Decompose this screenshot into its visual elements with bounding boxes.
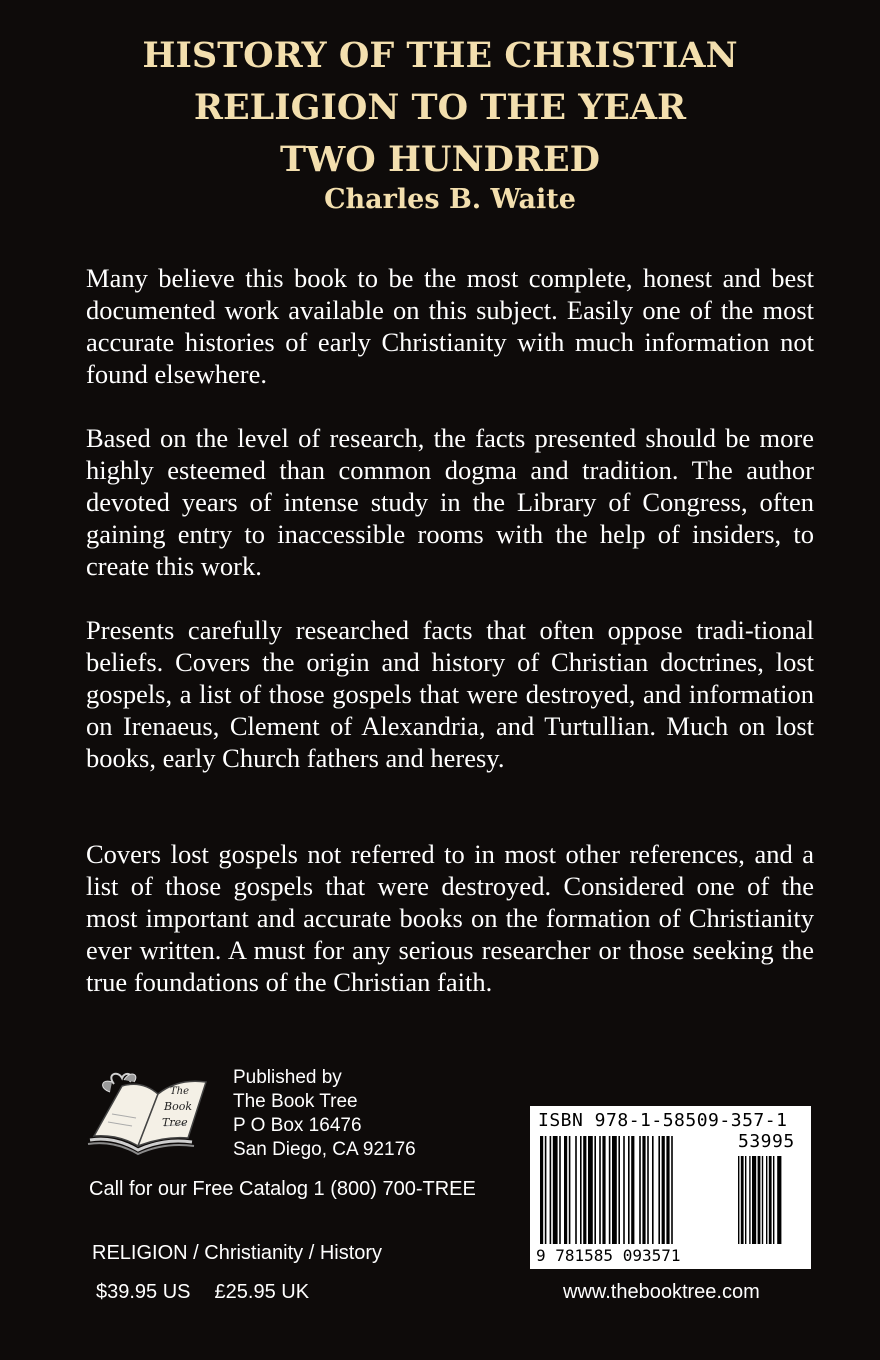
barcode-bar — [628, 1136, 630, 1244]
barcode-bar — [599, 1136, 601, 1244]
barcode-bar — [564, 1136, 567, 1244]
barcode-bar — [623, 1136, 625, 1244]
barcode-bar — [550, 1136, 552, 1244]
barcode-price-code: 53995 — [738, 1131, 795, 1152]
barcode-bar — [588, 1136, 593, 1244]
barcode-bar — [639, 1136, 641, 1244]
published-by-label: Published by — [233, 1067, 342, 1088]
barcode-bar — [647, 1136, 649, 1244]
price-barcode-bar — [766, 1156, 767, 1244]
catalog-phone: Call for our Free Catalog 1 (800) 700-TREE — [89, 1178, 476, 1200]
barcode-bar — [642, 1136, 645, 1244]
price-barcode-bar — [741, 1156, 744, 1244]
description-paragraph-1: Many believe this book to be the most complete, honest and best documented work available on this subject. Easily one of the most accurate histories of early Christianity with much information not found elsewhere. — [86, 263, 814, 389]
publisher-address-line-1: P O Box 16476 — [233, 1115, 362, 1136]
barcode-bars — [530, 1106, 811, 1269]
logo-text-the: The — [170, 1086, 190, 1097]
logo-text-tree: Tree — [162, 1116, 188, 1129]
barcode-bar — [631, 1136, 634, 1244]
price-barcode-bar — [762, 1156, 763, 1244]
price-barcode-bar — [745, 1156, 746, 1244]
logo-text-book: Book — [164, 1100, 192, 1113]
description-paragraph-4: Covers lost gospels not referred to in most other references, and a list of those gospels that were destroyed. Considered one of the most important and accurate books on the formation of Christianity ever written. A must for any serious researcher or those seeking the true foundations of the Christian faith. — [86, 839, 814, 997]
title-line-1: HISTORY OF THE CHRISTIAN — [142, 35, 738, 76]
price-barcode-bar — [752, 1156, 756, 1244]
barcode-bar — [594, 1136, 596, 1244]
barcode-bar — [575, 1136, 577, 1244]
isbn-barcode — [530, 1106, 811, 1269]
author-name: Charles B. Waite — [324, 184, 576, 215]
price-uk: £25.95 UK — [214, 1281, 310, 1303]
book-title — [0, 30, 880, 186]
isbn-number: ISBN 978-1-58509-357-1 — [538, 1110, 788, 1131]
open-book-icon — [84, 1066, 224, 1156]
ean-digits: 9 781585 093571 — [536, 1246, 681, 1265]
barcode-bar — [652, 1136, 654, 1244]
title-line-3: TWO HUNDRED — [279, 139, 601, 180]
description-paragraph-3: Presents carefully researched facts that often oppose tradi-tional beliefs. Covers the origin and history of Christian doctrines, lost gospels, a list of those gospels that were destroyed, and information on Irenaeus, Clement of Alexandria, and Turtullian. Much on lost books, early Church fathers and heresy. — [86, 615, 814, 773]
price-barcode-bar — [773, 1156, 774, 1244]
barcode-bar — [553, 1136, 558, 1244]
barcode-bar — [662, 1136, 665, 1244]
barcode-bar — [658, 1136, 660, 1244]
barcode-bar — [540, 1136, 543, 1244]
publisher-info — [233, 1066, 416, 1162]
barcode-bar — [545, 1136, 547, 1244]
barcode-bar — [559, 1136, 561, 1244]
website-url: www.thebooktree.com — [563, 1281, 760, 1303]
publisher-name: The Book Tree — [233, 1091, 358, 1112]
price-barcode-bar — [738, 1156, 739, 1244]
barcode-bar — [580, 1136, 582, 1244]
barcode-bar — [671, 1136, 673, 1244]
barcode-bar — [583, 1136, 586, 1244]
barcode-bar — [612, 1136, 617, 1244]
description-paragraph-2: Based on the level of research, the facts presented should be more highly esteemed than common dogma and tradition. The author devoted years of intense study in the Library of Congress, often gaining entry to inaccessible rooms with the help of insiders, to create this work. — [86, 423, 814, 581]
price-us: $39.95 US — [96, 1281, 191, 1303]
barcode-bar — [602, 1136, 605, 1244]
barcode-bar — [569, 1136, 571, 1244]
price-barcode-bar — [749, 1156, 750, 1244]
barcode-bar — [666, 1136, 669, 1244]
price-barcode-bar — [777, 1156, 781, 1244]
price-barcode-bar — [758, 1156, 761, 1244]
barcode-bar — [609, 1136, 611, 1244]
price-barcode-bar — [769, 1156, 772, 1244]
barcode-bar — [618, 1136, 620, 1244]
publisher-address-line-2: San Diego, CA 92176 — [233, 1139, 416, 1160]
book-category: RELIGION / Christianity / History — [92, 1242, 383, 1264]
prices — [96, 1281, 333, 1304]
title-line-2: RELIGION TO THE YEAR — [193, 87, 687, 128]
